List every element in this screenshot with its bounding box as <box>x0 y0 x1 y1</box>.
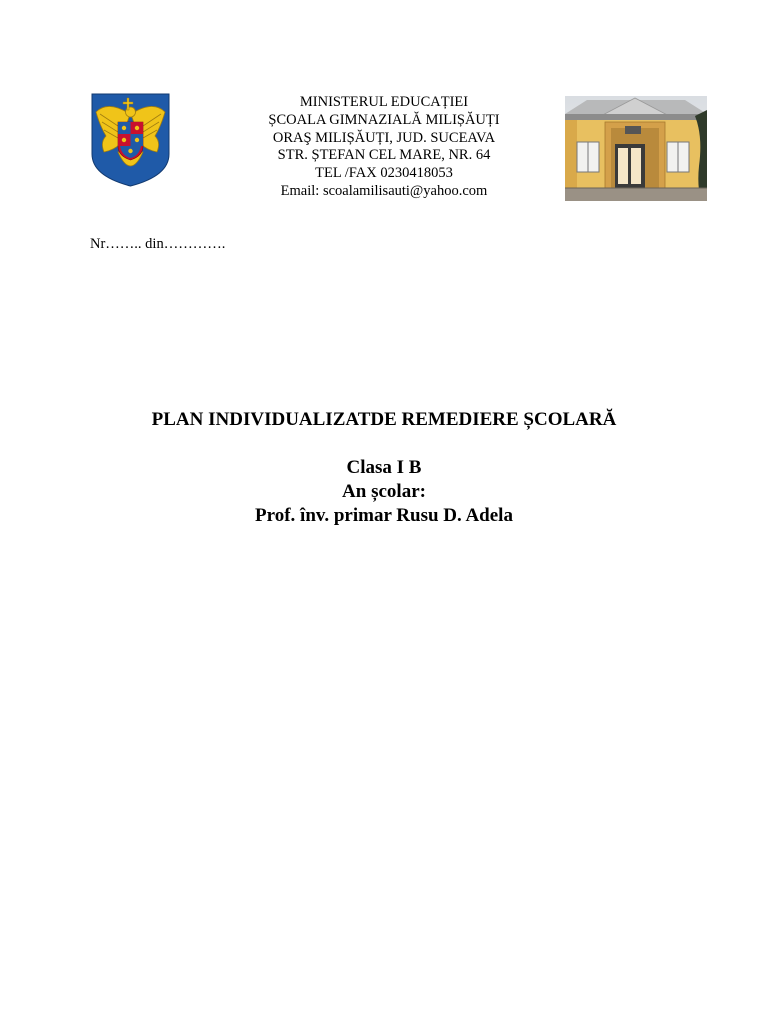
document-title: PLAN INDIVIDUALIZATDE REMEDIERE ȘCOLARĂ <box>151 409 617 430</box>
class-label: Clasa I B <box>346 457 422 478</box>
school-building-photo <box>565 96 707 201</box>
teacher-label: Prof. înv. primar Rusu D. Adela <box>255 505 513 526</box>
document-details <box>0 456 768 528</box>
registration-number: Nr…….. din…………. <box>90 236 226 252</box>
school-year-label: An școlar: <box>342 481 426 502</box>
header-line-street: STR. ȘTEFAN CEL MARE, NR. 64 <box>277 147 491 164</box>
header-line-ministry: MINISTERUL EDUCAȚIEI <box>299 94 469 110</box>
header-line-school: ȘCOALA GIMNAZIALĂ MILIȘĂUȚI <box>268 111 500 128</box>
institution-header <box>230 94 538 201</box>
title-block <box>0 408 768 528</box>
header-line-phone: TEL /FAX 0230418053 <box>315 165 453 182</box>
header-line-city: ORAŞ MILIȘĂUȚI, JUD. SUCEAVA <box>272 129 496 146</box>
coat-of-arms-icon <box>90 92 171 188</box>
header-line-email: Email: scoalamilisauti@yahoo.com <box>280 182 488 199</box>
